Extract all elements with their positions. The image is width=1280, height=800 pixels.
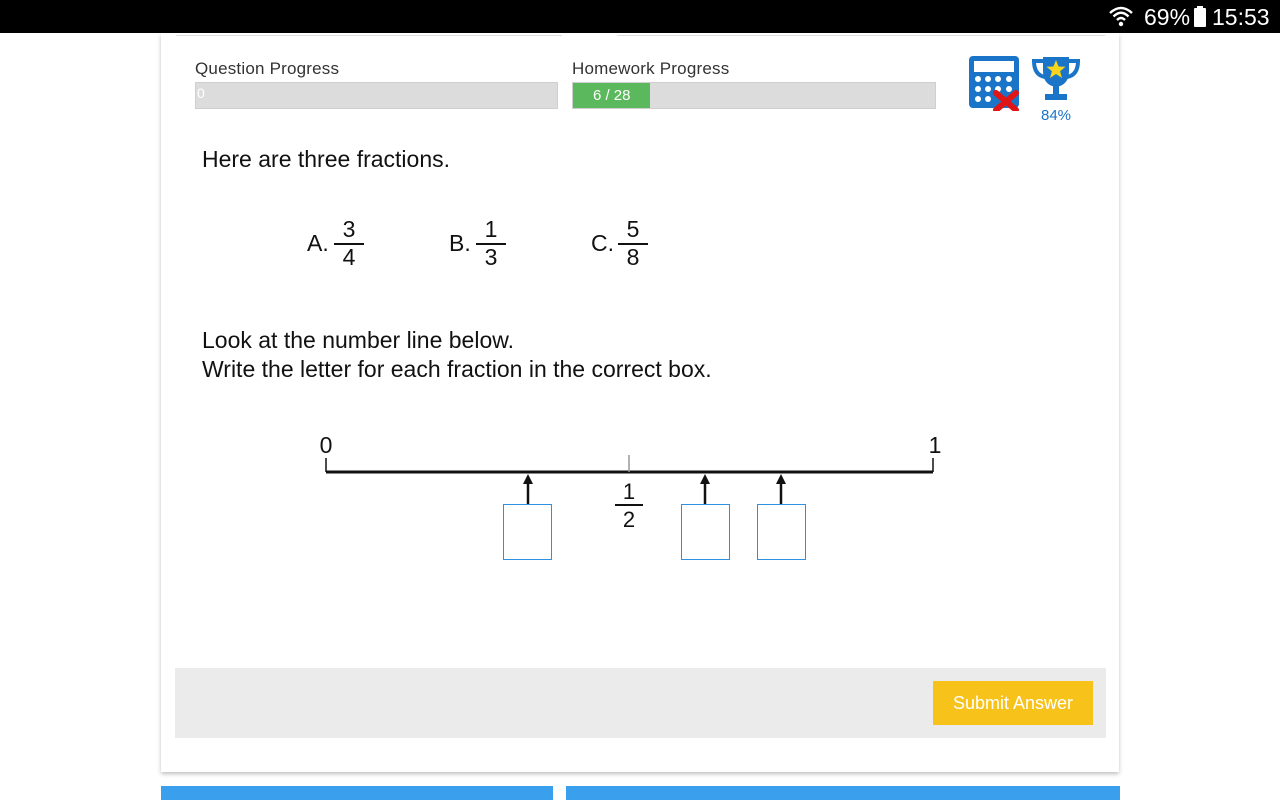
answer-box-3[interactable] bbox=[757, 504, 806, 560]
trophy-star-icon[interactable] bbox=[1030, 53, 1082, 105]
number-line-start-label: 0 bbox=[319, 432, 333, 458]
homework-progress-fill: 6 / 28 bbox=[573, 83, 650, 108]
instruction-line-2: Write the letter for each fraction in the correct box. bbox=[202, 356, 712, 382]
arrow-3 bbox=[776, 474, 786, 505]
fraction-denominator: 8 bbox=[626, 244, 640, 270]
question-card bbox=[161, 33, 1119, 772]
bottom-tab-left[interactable] bbox=[161, 786, 553, 800]
homework-progress-bar bbox=[572, 82, 936, 109]
half-denominator: 2 bbox=[622, 507, 636, 532]
wifi-icon bbox=[1108, 4, 1134, 28]
instruction-line-1: Look at the number line below. bbox=[202, 327, 514, 353]
arrow-1 bbox=[523, 474, 533, 505]
question-progress-bar bbox=[195, 82, 558, 109]
answer-footer bbox=[175, 668, 1106, 738]
fraction-numerator: 5 bbox=[626, 216, 640, 242]
half-numerator: 1 bbox=[622, 479, 636, 504]
arrow-2 bbox=[700, 474, 710, 505]
score-percent: 84% bbox=[1040, 107, 1072, 124]
homework-progress-label: Homework Progress bbox=[572, 59, 730, 78]
status-bar bbox=[0, 0, 1280, 33]
answer-box-1[interactable] bbox=[503, 504, 552, 560]
number-line bbox=[301, 428, 961, 578]
number-line-end-label: 1 bbox=[928, 432, 942, 458]
battery-icon bbox=[1194, 8, 1206, 27]
fraction-letter: B. bbox=[449, 230, 471, 256]
fraction-denominator: 3 bbox=[484, 244, 498, 270]
question-progress-value: 0 bbox=[197, 85, 205, 101]
fraction-letter: C. bbox=[591, 230, 614, 256]
fraction-numerator: 1 bbox=[484, 216, 498, 242]
question-intro: Here are three fractions. bbox=[202, 146, 451, 172]
fraction-denominator: 4 bbox=[342, 244, 356, 270]
fraction-letter: A. bbox=[307, 230, 329, 256]
calculator-disabled-icon[interactable] bbox=[968, 55, 1020, 111]
bottom-tab-right[interactable] bbox=[566, 786, 1120, 800]
answer-box-2[interactable] bbox=[681, 504, 730, 560]
question-progress-label: Question Progress bbox=[195, 59, 340, 78]
battery-percent: 69% bbox=[1144, 4, 1191, 30]
clock: 15:53 bbox=[1212, 4, 1270, 30]
fraction-numerator: 3 bbox=[342, 216, 356, 242]
submit-answer-button[interactable]: Submit Answer bbox=[933, 681, 1093, 725]
